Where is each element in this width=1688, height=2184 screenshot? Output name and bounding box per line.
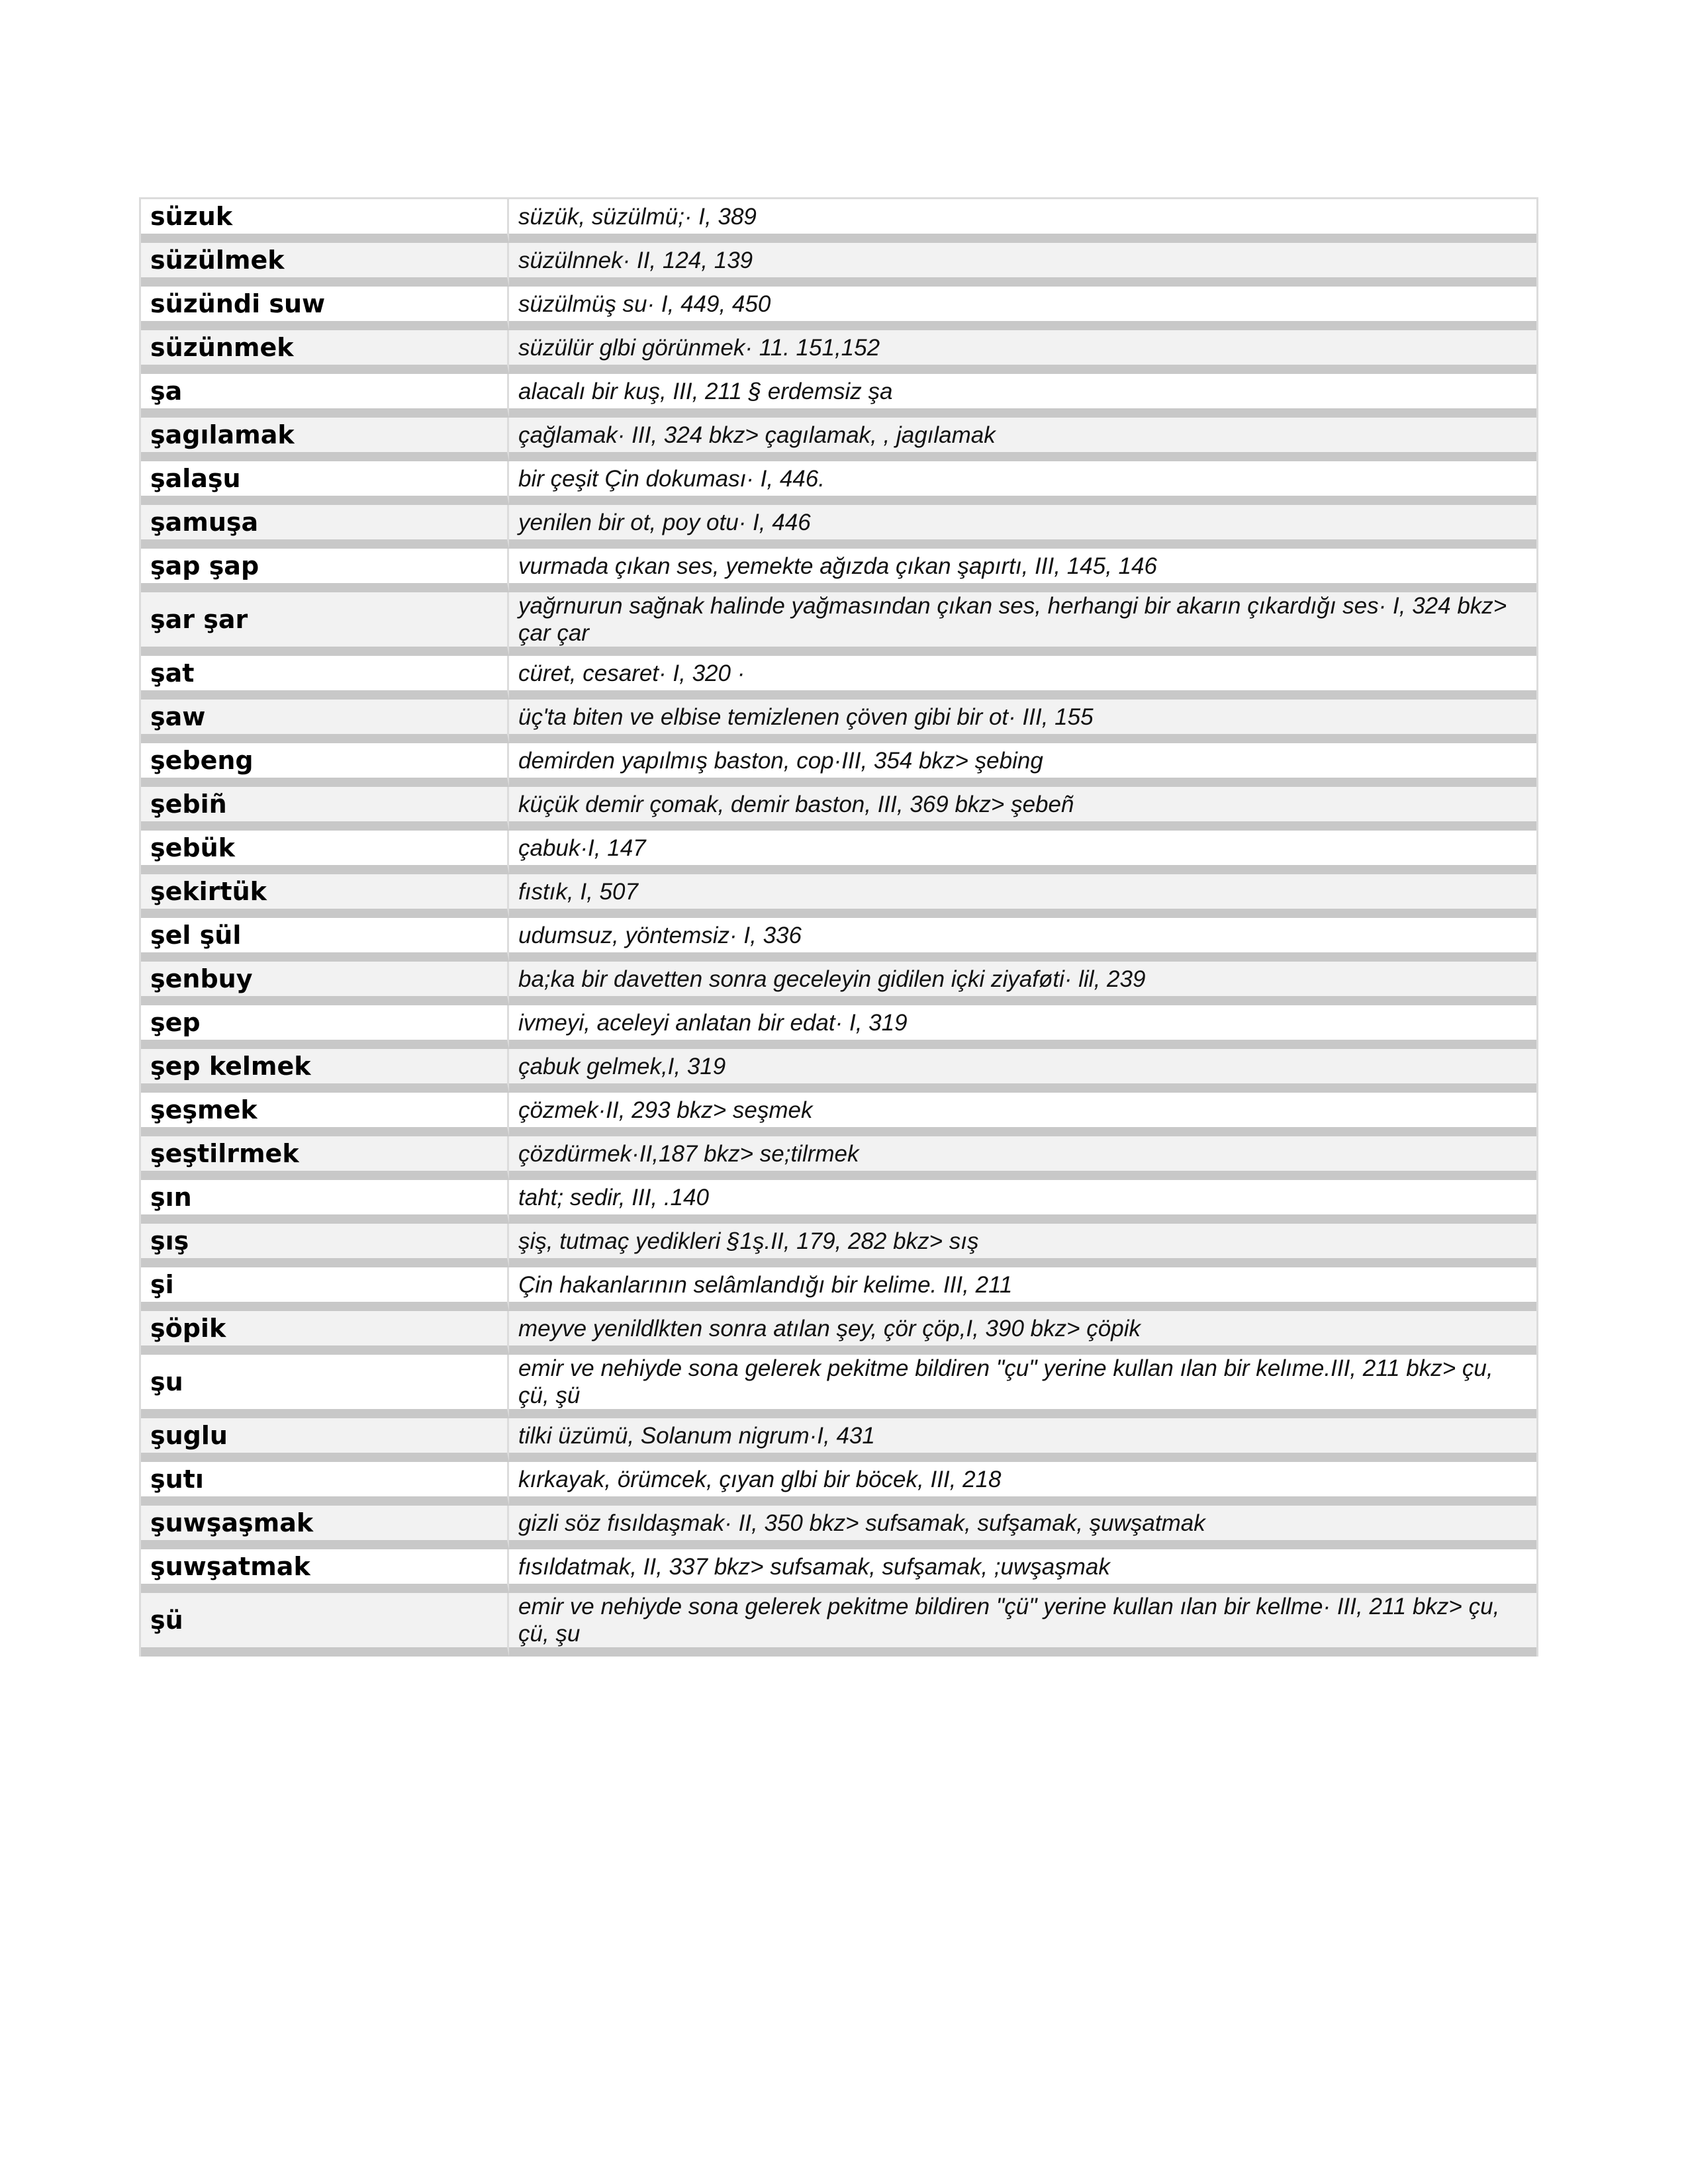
table-row <box>141 592 1536 656</box>
entry-definition: gizli söz fısıldaşmak· II, 350 bkz> sufsamak, sufşamak, şuwşatmak <box>509 1506 1536 1549</box>
entry-term: şep <box>141 1005 509 1049</box>
table-row <box>141 461 1536 505</box>
entry-term: şutı <box>141 1462 509 1506</box>
table-row <box>141 418 1536 461</box>
entry-term: şuglu <box>141 1418 509 1462</box>
entry-definition: demirden yapılmış baston, cop·III, 354 bkz> şebing <box>509 743 1536 787</box>
table-row <box>141 505 1536 549</box>
entry-term: şa <box>141 374 509 418</box>
table-row <box>141 918 1536 962</box>
entry-definition: süzük, süzülmü;· I, 389 <box>509 199 1536 243</box>
entry-term: şöpik <box>141 1311 509 1355</box>
entry-term: şagılamak <box>141 418 509 461</box>
entry-term: şap şap <box>141 549 509 592</box>
table-row <box>141 1267 1536 1311</box>
entry-term: şü <box>141 1593 509 1657</box>
table-row <box>141 1593 1536 1657</box>
entry-definition: çağlamak· III, 324 bkz> çagılamak, , jagılamak <box>509 418 1536 461</box>
entry-definition: şiş, tutmaç yedikleri §1ş.II, 179, 282 bkz> sış <box>509 1224 1536 1267</box>
entry-definition: bir çeşit Çin dokuması· I, 446. <box>509 461 1536 505</box>
table-row <box>141 243 1536 287</box>
table-row <box>141 1549 1536 1593</box>
entry-term: şebeng <box>141 743 509 787</box>
entry-term: şekirtük <box>141 874 509 918</box>
entry-term: şaw <box>141 700 509 743</box>
table-row <box>141 1049 1536 1093</box>
entry-term: süzündi suw <box>141 287 509 330</box>
entry-term: şın <box>141 1180 509 1224</box>
entry-term: süzünmek <box>141 330 509 374</box>
table-row <box>141 1224 1536 1267</box>
entry-term: şar şar <box>141 592 509 656</box>
entry-term: şeştilrmek <box>141 1136 509 1180</box>
entry-term: şel şül <box>141 918 509 962</box>
entry-term: şenbuy <box>141 962 509 1005</box>
table-row <box>141 874 1536 918</box>
dictionary-table <box>139 197 1538 1657</box>
entry-definition: emir ve nehiyde sona gelerek pekitme bildiren "çü" yerine kullan ılan bir kellme· III, 211 bkz> çu, çü, şu <box>509 1593 1536 1657</box>
entry-term: şep kelmek <box>141 1049 509 1093</box>
entry-term: şu <box>141 1355 509 1418</box>
entry-term: şeşmek <box>141 1093 509 1136</box>
entry-term: şebük <box>141 831 509 874</box>
table-row <box>141 374 1536 418</box>
entry-definition: ivmeyi, aceleyi anlatan bir edat· I, 319 <box>509 1005 1536 1049</box>
entry-term: şamuşa <box>141 505 509 549</box>
entry-definition: fıstık, I, 507 <box>509 874 1536 918</box>
table-row <box>141 1005 1536 1049</box>
table-row <box>141 700 1536 743</box>
table-row <box>141 199 1536 243</box>
table-row <box>141 743 1536 787</box>
entry-definition: cüret, cesaret· I, 320 · <box>509 656 1536 700</box>
entry-definition: alacalı bir kuş, III, 211 § erdemsiz şa <box>509 374 1536 418</box>
entry-definition: emir ve nehiyde sona gelerek pekitme bildiren "çu" yerine kullan ılan bir kelıme.III, 211 bkz> çu, çü, şü <box>509 1355 1536 1418</box>
table-row <box>141 1311 1536 1355</box>
table-row <box>141 656 1536 700</box>
entry-term: süzuk <box>141 199 509 243</box>
entry-definition: süzülür glbi görünmek· 11. 151,152 <box>509 330 1536 374</box>
entry-definition: çözdürmek·II,187 bkz> se;tilrmek <box>509 1136 1536 1180</box>
table-row <box>141 1506 1536 1549</box>
entry-term: şi <box>141 1267 509 1311</box>
entry-term: şuwşatmak <box>141 1549 509 1593</box>
entry-definition: süzülnnek· II, 124, 139 <box>509 243 1536 287</box>
table-row <box>141 831 1536 874</box>
entry-term: şuwşaşmak <box>141 1506 509 1549</box>
entry-term: şat <box>141 656 509 700</box>
table-row <box>141 330 1536 374</box>
entry-term: şalaşu <box>141 461 509 505</box>
entry-definition: Çin hakanlarının selâmlandığı bir kelime. III, 211 <box>509 1267 1536 1311</box>
entry-term: şebiñ <box>141 787 509 831</box>
table-row <box>141 962 1536 1005</box>
table-row <box>141 1418 1536 1462</box>
table-row <box>141 1180 1536 1224</box>
table-row <box>141 1093 1536 1136</box>
entry-definition: fısıldatmak, II, 337 bkz> sufsamak, sufşamak, ;uwşaşmak <box>509 1549 1536 1593</box>
entry-definition: udumsuz, yöntemsiz· I, 336 <box>509 918 1536 962</box>
entry-definition: taht; sedir, III, .140 <box>509 1180 1536 1224</box>
entry-term: şış <box>141 1224 509 1267</box>
entry-definition: tilki üzümü, Solanum nigrum·I, 431 <box>509 1418 1536 1462</box>
entry-definition: yenilen bir ot, poy otu· I, 446 <box>509 505 1536 549</box>
table-row <box>141 1136 1536 1180</box>
table-row <box>141 1355 1536 1418</box>
entry-definition: süzülmüş su· I, 449, 450 <box>509 287 1536 330</box>
table-row <box>141 1462 1536 1506</box>
entry-definition: küçük demir çomak, demir baston, III, 369 bkz> şebeñ <box>509 787 1536 831</box>
table-row <box>141 787 1536 831</box>
entry-term: süzülmek <box>141 243 509 287</box>
entry-definition: meyve yenildlkten sonra atılan şey, çör çöp,I, 390 bkz> çöpik <box>509 1311 1536 1355</box>
table-row <box>141 549 1536 592</box>
entry-definition: vurmada çıkan ses, yemekte ağızda çıkan şapırtı, III, 145, 146 <box>509 549 1536 592</box>
entry-definition: ba;ka bir davetten sonra geceleyin gidilen içki ziyaføti· lil, 239 <box>509 962 1536 1005</box>
entry-definition: yağrnurun sağnak halinde yağmasından çıkan ses, herhangi bir akarın çıkardığı ses· I, 324 bkz> çar çar <box>509 592 1536 656</box>
entry-definition: çabuk gelmek,I, 319 <box>509 1049 1536 1093</box>
table-row <box>141 287 1536 330</box>
entry-definition: üç'ta biten ve elbise temizlenen çöven gibi bir ot· III, 155 <box>509 700 1536 743</box>
entry-definition: çözmek·II, 293 bkz> seşmek <box>509 1093 1536 1136</box>
entry-definition: çabuk·I, 147 <box>509 831 1536 874</box>
entry-definition: kırkayak, örümcek, çıyan glbi bir böcek, III, 218 <box>509 1462 1536 1506</box>
